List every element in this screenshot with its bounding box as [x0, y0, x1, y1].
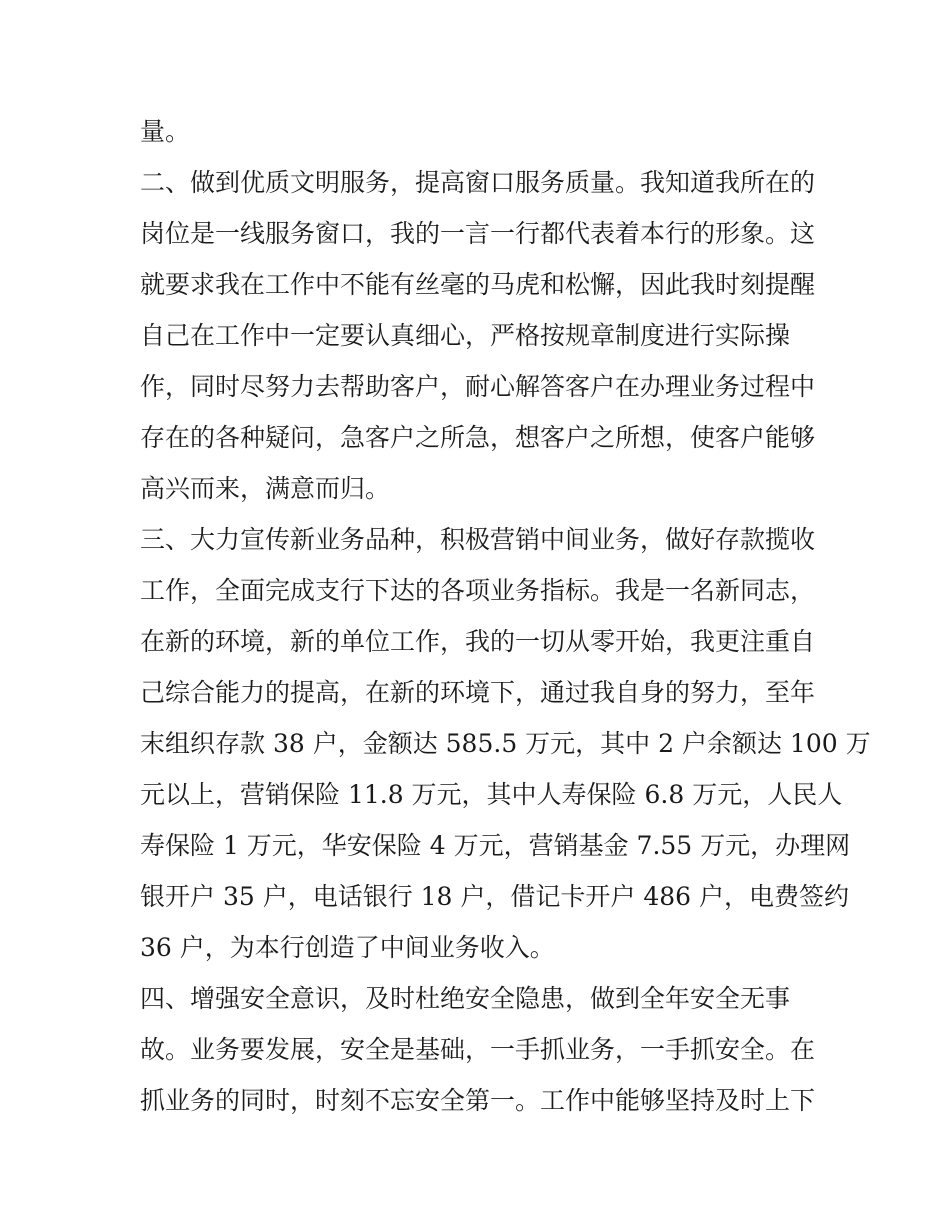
text-line: 三、大力宣传新业务品种，积极营销中间业务，做好存款揽收	[140, 525, 816, 554]
body-text	[140, 106, 871, 1126]
text-line: 存在的各种疑问，急客户之所急，想客户之所想，使客户能够	[140, 423, 816, 452]
text-line: 作，同时尽努力去帮助客户，耐心解答客户在办理业务过程中	[140, 372, 816, 401]
text-line: 故。业务要发展，安全是基础，一手抓业务，一手抓安全。在	[140, 1035, 816, 1064]
text-line: 银开户 35 户，电话银行 18 户，借记卡开户 486 户，电费签约	[140, 882, 850, 911]
text-line: 己综合能力的提高，在新的环境下，通过我自身的努力，至年	[140, 678, 816, 707]
text-line: 高兴而来，满意而归。	[140, 474, 391, 503]
text-line: 寿保险 1 万元，华安保险 4 万元，营销基金 7.55 万元，办理网	[140, 831, 851, 860]
text-line: 末组织存款 38 户，金额达 585.5 万元，其中 2 户余额达 100 万	[140, 729, 871, 758]
text-line: 二、做到优质文明服务，提高窗口服务质量。我知道我所在的	[140, 168, 816, 197]
text-line: 抓业务的同时，时刻不忘安全第一。工作中能够坚持及时上下	[140, 1086, 816, 1115]
text-line: 量。	[140, 117, 191, 146]
text-line: 岗位是一线服务窗口，我的一言一行都代表着本行的形象。这	[140, 219, 816, 248]
text-line: 四、增强安全意识，及时杜绝安全隐患，做到全年安全无事	[140, 984, 791, 1013]
text-line: 36 户，为本行创造了中间业务收入。	[140, 933, 555, 962]
text-line: 元以上，营销保险 11.8 万元，其中人寿保险 6.8 万元，人民人	[140, 780, 843, 809]
text-line: 就要求我在工作中不能有丝毫的马虎和松懈，因此我时刻提醒	[140, 270, 816, 299]
text-line: 工作，全面完成支行下达的各项业务指标。我是一名新同志，	[140, 576, 816, 605]
text-line: 在新的环境，新的单位工作，我的一切从零开始，我更注重自	[140, 627, 816, 656]
text-line: 自己在工作中一定要认真细心，严格按规章制度进行实际操	[140, 321, 791, 350]
